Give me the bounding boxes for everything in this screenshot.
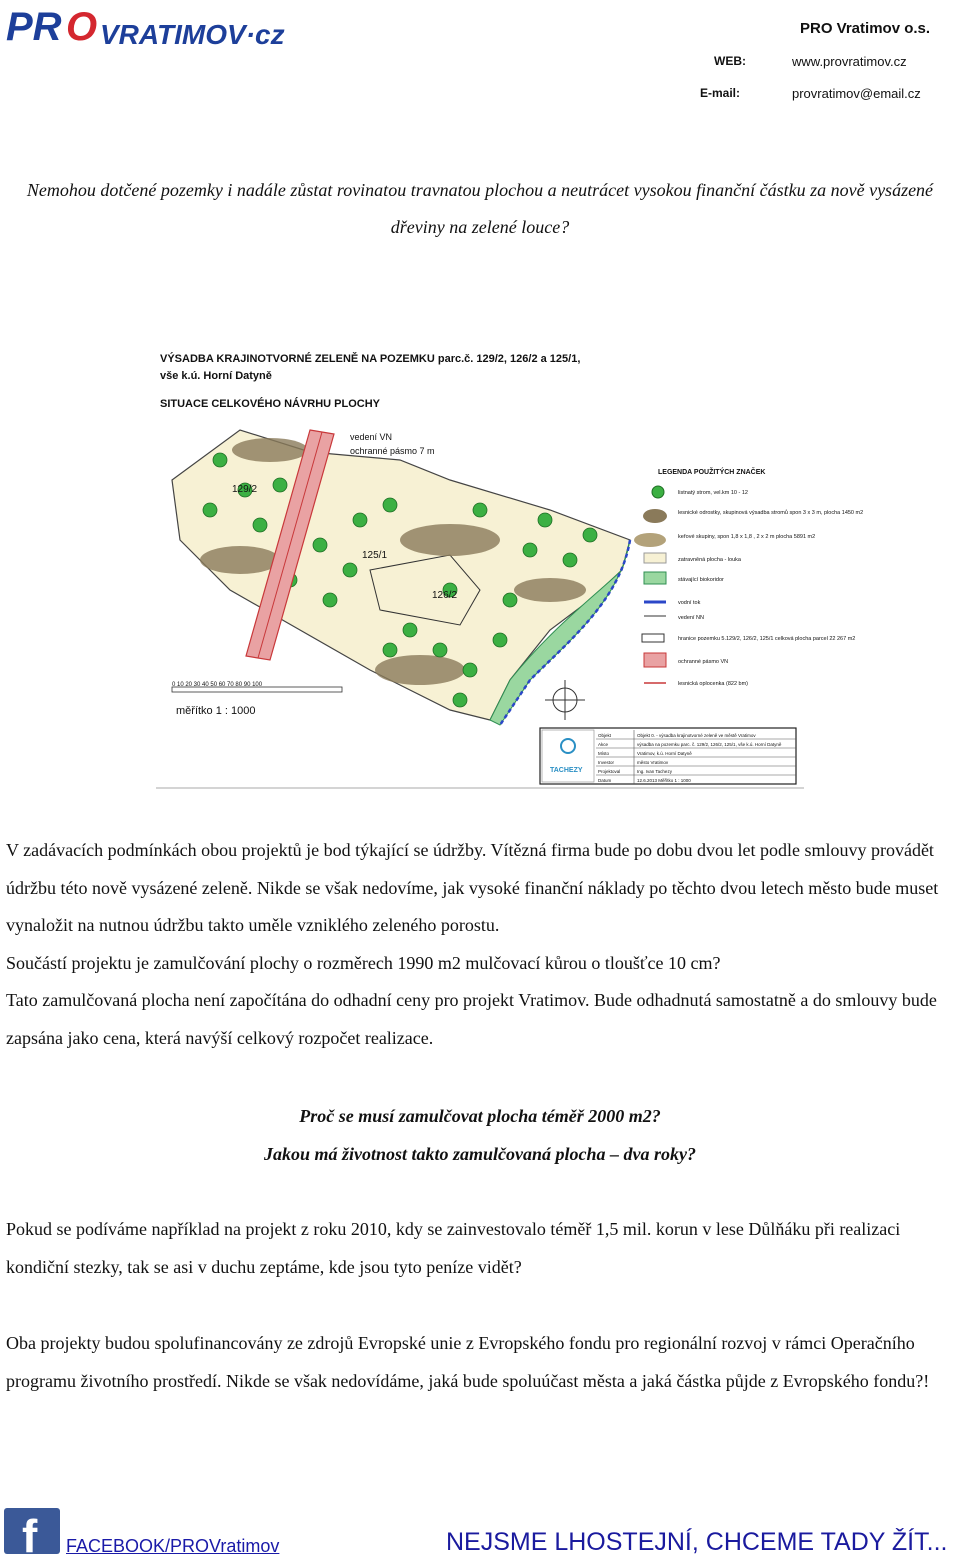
- logo-o: O: [66, 5, 98, 49]
- legend-item-4: zatravněná plocha - louka: [678, 557, 741, 563]
- stamp-value-4: město Vratimov: [637, 760, 669, 765]
- legend-title: LEGENDA POUŽITÝCH ZNAČEK: [658, 469, 766, 476]
- eu-funding-paragraph: Oba projekty budou spolufinancovány ze zdrojů Evropské unie z Evropského fondu pro regionální rozvoj v rámci Operačního programu životního prostředí. Nikde se však nedovídáme, jaká bude spoluúčast města a jaká částka půjde z Evropského fondu?!: [6, 1333, 930, 1391]
- stamp-value-1: Objekt 0. - výsadba krajinotvorné zeleně ve městě Vratimov: [637, 733, 756, 738]
- email-link[interactable]: provratimov@email.cz: [792, 86, 921, 101]
- stamp-label-1: Objekt: [598, 733, 612, 738]
- maintenance-paragraph: [6, 832, 952, 1057]
- scale-ticks: 0 10 20 30 40 50 60 70 80 90 100: [172, 682, 263, 688]
- logo-pro: PR: [6, 5, 62, 49]
- stamp-value-5: Ing. Ivan Tachezy: [637, 769, 672, 774]
- fitness-trail-paragraph: Pokud se podíváme například na projekt z roku 2010, kdy se zainvestovalo téměř 1,5 mil. korun v lese Důlňáku při realizaci kondiční stezky, tak se asi v duchu zeptáme, kde jsou tyto peníze vidět?: [6, 1219, 901, 1277]
- parcel-125-1: 125/1: [362, 550, 388, 561]
- stamp-label-2: Akce: [598, 742, 609, 747]
- legend-item-5: stávající biokoridor: [678, 577, 724, 583]
- shrub-group: [200, 546, 280, 574]
- web-row: [700, 54, 950, 72]
- footer-slogan: NEJSME LHOSTEJNÍ, CHCEME TADY ŽÍT...: [446, 1528, 948, 1556]
- legend-item-2: lesnické odrostky, skupinová výsadba stromů spon 3 x 3 m, plocha 1450 m2: [678, 510, 864, 516]
- intro-question: Nemohou dotčené pozemky i nadále zůstat rovinatou travnatou plochou a neutrácet vysokou finanční částku za nově vysázené dřeviny na zelené louce?: [26, 180, 934, 237]
- legend-item-8: hranice pozemku 5.129/2, 126/2, 125/1 celková plocha parcel 22 267 m2: [678, 636, 856, 642]
- plan-title-1: VÝSADBA KRAJINOTVORNÉ ZELENĚ NA POZEMKU parc.č. 129/2, 126/2 a 125/1,: [160, 353, 581, 365]
- shrub-group: [375, 655, 465, 685]
- legend-item-3: keřové skupiny, spon 1,8 x 1,8 , 2 x 2 m plocha 5891 m2: [678, 534, 816, 540]
- stamp-value-6: 12.6.2013 Měřítko 1 : 1000: [637, 778, 691, 783]
- stamp-label-5: Projektoval: [598, 769, 621, 774]
- web-label: WEB:: [714, 54, 746, 68]
- email-label: E-mail:: [700, 86, 741, 100]
- vn-label-1: vedení VN: [350, 432, 393, 442]
- stamp-value-3: Vratimov, k.ú. Horní Datyně: [637, 751, 692, 756]
- scale-label: měřítko 1 : 1000: [176, 705, 256, 717]
- shrub-group: [232, 438, 308, 462]
- legend-item-10: lesnická oplocenka (822 bm): [678, 681, 749, 687]
- mulch-cost-text: Tato zamulčovaná plocha není započítána do odhadní ceny pro projekt Vratimov. Bude odhadnutá samostatně a do smlouvy bude zapsána jako cena, která navýší celkový rozpočet realizace.: [6, 990, 937, 1048]
- shrub-group: [514, 578, 586, 602]
- stamp-company: TACHEZY: [550, 767, 583, 774]
- stamp-label-6: Datum: [598, 778, 612, 783]
- mulch-question: Součástí projektu je zamulčování plochy o rozměrech 1990 m2 mulčovací kůrou o tloušťce 10 cm?: [6, 952, 721, 973]
- vn-label-2: ochranné pásmo 7 m: [350, 446, 435, 456]
- legend-item-7: vedení NN: [678, 615, 704, 621]
- maintenance-text: V zadávacích podmínkách obou projektů je bod týkající se údržby. Vítězná firma bude po dobu dvou let podle smlouvy provádět údržbu této nově vysázené zeleně. Nikde se však nedovíme, jak vysoké finanční náklady po těchto dvou letech město bude muset vynaložit na nutnou údržbu takto uměle vzniklého zeleného porostu.: [6, 840, 939, 935]
- title-block: [540, 728, 796, 784]
- shrub-group: [400, 524, 500, 556]
- svg-text:f: f: [22, 1510, 38, 1562]
- parcel-129-2: 129/2: [232, 484, 258, 495]
- mulch-questions: [0, 1098, 960, 1173]
- stamp-label-3: Místo: [598, 751, 610, 756]
- planting-plan-drawing: [150, 340, 864, 792]
- stamp-label-4: Investor: [598, 760, 615, 765]
- legend-item-9: ochranné pásmo VN: [678, 659, 729, 665]
- org-name: PRO Vratimov o.s.: [800, 20, 931, 37]
- plan-subtitle: SITUACE CELKOVÉHO NÁVRHU PLOCHY: [160, 398, 381, 410]
- parcel-126-2: 126/2: [432, 590, 458, 601]
- email-row: [700, 86, 950, 104]
- facebook-icon[interactable]: [4, 1508, 60, 1562]
- provratimov-logo[interactable]: [6, 4, 336, 50]
- facebook-link[interactable]: FACEBOOK/PROVratimov: [66, 1536, 280, 1556]
- plan-title-2: vše k.ú. Horní Datyně: [160, 370, 272, 382]
- legend-item-1: listnatý strom, vel.km 10 - 12: [678, 490, 748, 496]
- legend-item-6: vodní tok: [678, 600, 701, 606]
- question-mulch-area: Proč se musí zamulčovat plocha téměř 2000 m2?: [299, 1106, 661, 1126]
- web-link[interactable]: www.provratimov.cz: [792, 54, 907, 69]
- logo-vratimov: VRATIMOV·cz: [100, 19, 285, 50]
- question-mulch-lifetime: Jakou má životnost takto zamulčovaná plocha – dva roky?: [263, 1143, 697, 1164]
- stamp-value-2: výsadba na pozemku parc. č. 129/2, 126/2, 125/1, vše k.ú. Horní Datyně: [637, 742, 782, 747]
